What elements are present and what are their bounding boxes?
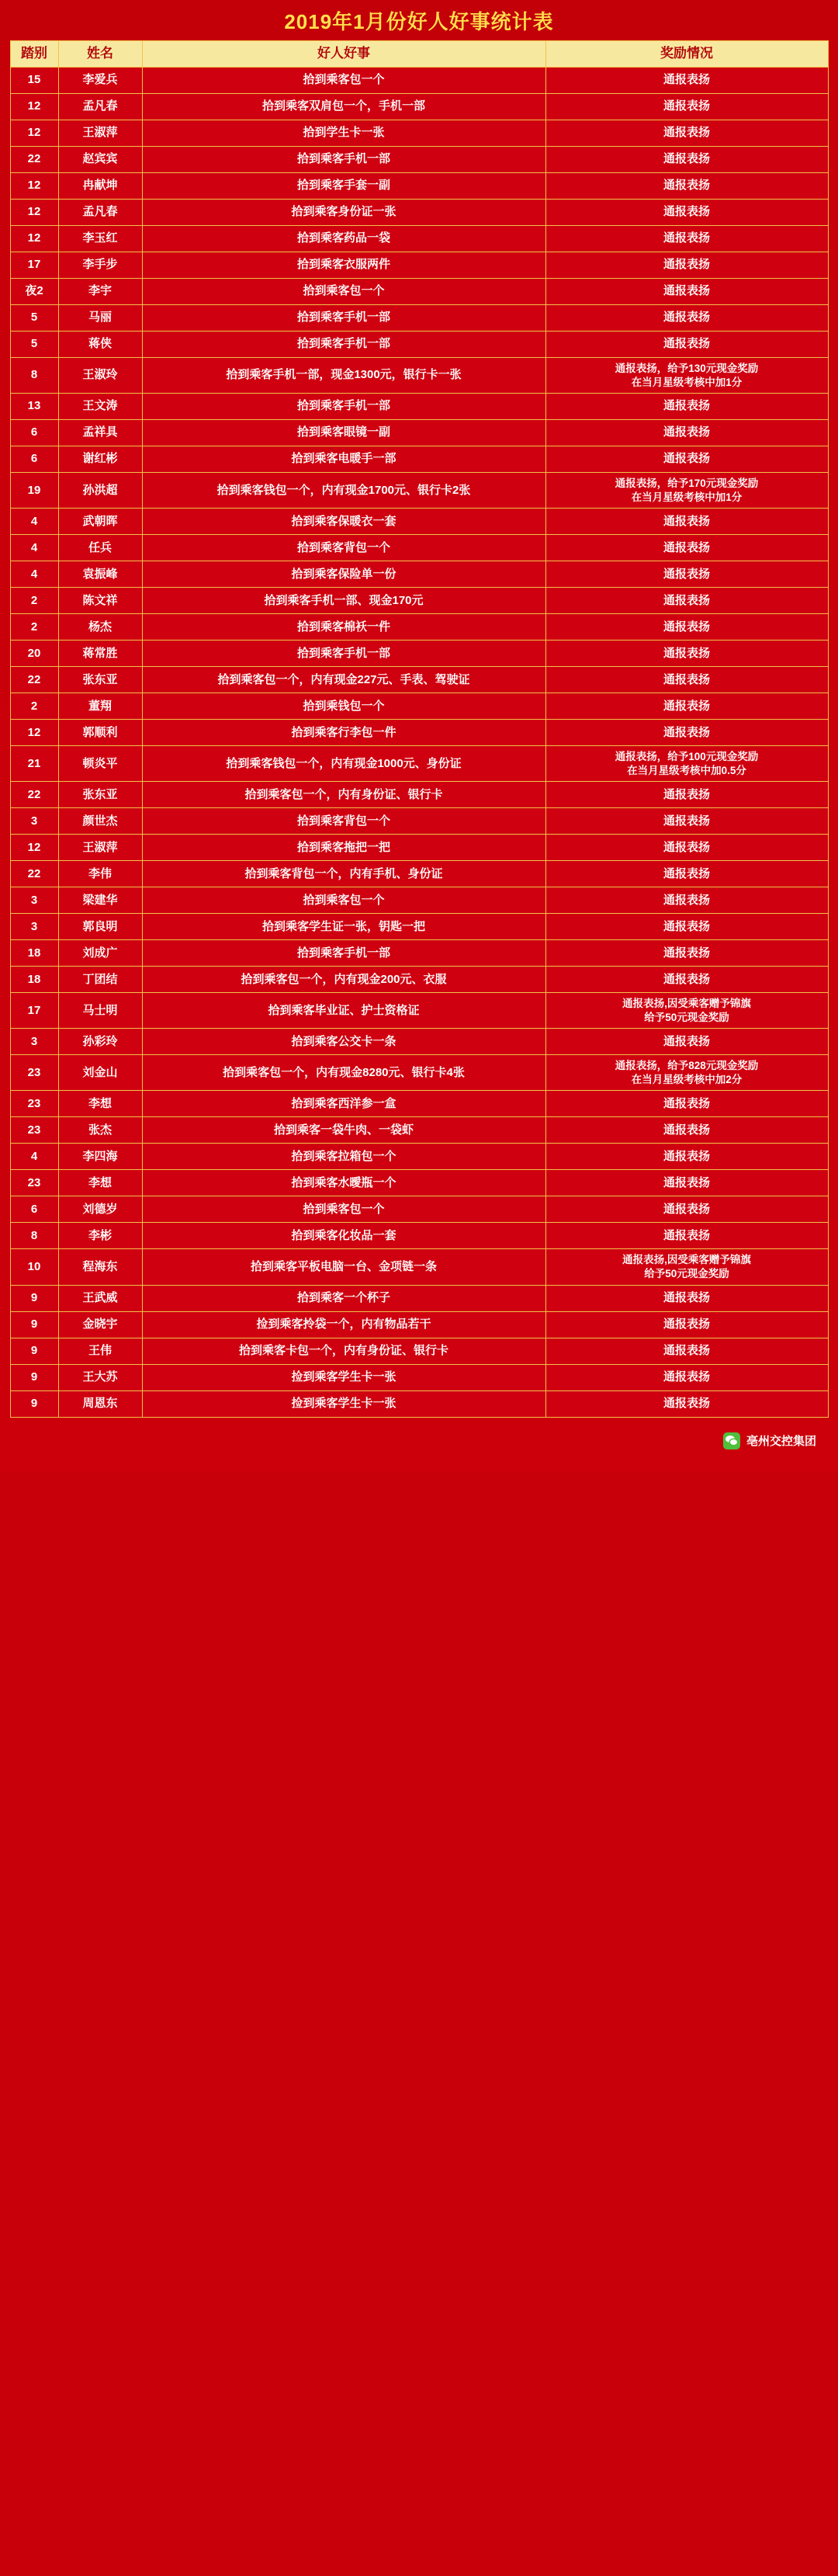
cell-reward: 通报表扬 <box>545 147 828 173</box>
cell-name: 蒋常胜 <box>58 641 142 667</box>
reward-line: 在当月星级考核中加1分 <box>631 376 743 388</box>
table-row <box>10 940 828 967</box>
cell-name: 张杰 <box>58 1117 142 1144</box>
cell-level: 4 <box>10 509 58 535</box>
table-row <box>10 305 828 332</box>
cell-name: 李想 <box>58 1170 142 1196</box>
cell-deed: 拾到乘客电暖手一部 <box>142 446 545 473</box>
cell-level: 3 <box>10 808 58 835</box>
cell-level: 12 <box>10 835 58 861</box>
table-row <box>10 1144 828 1170</box>
table-row <box>10 358 828 394</box>
table-row <box>10 614 828 641</box>
reward-line: 给予50元现金奖励 <box>644 1268 729 1280</box>
table-row <box>10 1055 828 1091</box>
cell-deed: 拾到乘客手机一部 <box>142 641 545 667</box>
cell-level: 3 <box>10 887 58 914</box>
cell-level: 8 <box>10 358 58 394</box>
cell-deed: 拾到乘客钱包一个，内有现金1700元、银行卡2张 <box>142 473 545 509</box>
table-row <box>10 861 828 887</box>
cell-name: 赵宾宾 <box>58 147 142 173</box>
table-row <box>10 993 828 1029</box>
cell-deed: 拾到乘客手机一部，现金1300元，银行卡一张 <box>142 358 545 394</box>
table-row <box>10 446 828 473</box>
column-header-name: 姓名 <box>58 41 142 68</box>
cell-deed: 拾到乘客包一个 <box>142 279 545 305</box>
cell-deed: 拾到乘客背包一个 <box>142 808 545 835</box>
cell-name: 郭顺利 <box>58 720 142 746</box>
cell-deed: 拾到乘客钱包一个，内有现金1000元、身份证 <box>142 746 545 782</box>
table-row <box>10 835 828 861</box>
cell-deed: 拾到乘客背包一个 <box>142 535 545 561</box>
cell-reward: 通报表扬 <box>545 420 828 446</box>
table-row <box>10 1170 828 1196</box>
cell-name: 孟凡春 <box>58 200 142 226</box>
cell-reward: 通报表扬 <box>545 782 828 808</box>
cell-level: 21 <box>10 746 58 782</box>
cell-reward: 通报表扬 <box>545 252 828 279</box>
table-row <box>10 394 828 420</box>
table-row <box>10 94 828 120</box>
cell-reward: 通报表扬 <box>545 1338 828 1364</box>
cell-name: 王伟 <box>58 1338 142 1364</box>
footer <box>0 1418 838 1464</box>
table-row <box>10 1311 828 1338</box>
cell-level: 9 <box>10 1364 58 1390</box>
cell-level: 6 <box>10 1196 58 1223</box>
cell-name: 李彬 <box>58 1223 142 1249</box>
table-row <box>10 420 828 446</box>
cell-deed: 拾到乘客手机一部、现金170元 <box>142 588 545 614</box>
cell-level: 13 <box>10 394 58 420</box>
cell-level: 5 <box>10 305 58 332</box>
table-row <box>10 200 828 226</box>
column-header-level: 踏别 <box>10 41 58 68</box>
table-row <box>10 746 828 782</box>
cell-reward: 通报表扬 <box>545 305 828 332</box>
table-row <box>10 887 828 914</box>
cell-name: 张东亚 <box>58 667 142 693</box>
cell-deed: 拾到乘客衣服两件 <box>142 252 545 279</box>
cell-deed: 拾到乘客棉袄一件 <box>142 614 545 641</box>
cell-reward: 通报表扬 <box>545 535 828 561</box>
table-header <box>10 41 828 68</box>
cell-name: 顿炎平 <box>58 746 142 782</box>
cell-deed: 拾到乘客包一个，内有现金8280元、银行卡4张 <box>142 1055 545 1091</box>
cell-deed: 拾到乘客手机一部 <box>142 394 545 420</box>
cell-name: 李宇 <box>58 279 142 305</box>
cell-reward: 通报表扬 <box>545 641 828 667</box>
cell-deed: 拾到乘客西洋参一盒 <box>142 1091 545 1117</box>
cell-level: 9 <box>10 1311 58 1338</box>
cell-reward: 通报表扬 <box>545 1144 828 1170</box>
cell-level: 夜2 <box>10 279 58 305</box>
table-row <box>10 967 828 993</box>
cell-level: 17 <box>10 993 58 1029</box>
table-row <box>10 509 828 535</box>
cell-deed: 拾到乘客水曖瓶一个 <box>142 1170 545 1196</box>
page-title-bar <box>0 0 838 40</box>
cell-deed: 拾到乘客学生证一张，钥匙一把 <box>142 914 545 940</box>
cell-name: 金晓宇 <box>58 1311 142 1338</box>
cell-reward: 通报表扬 <box>545 446 828 473</box>
cell-reward: 通报表扬 <box>545 394 828 420</box>
table-row <box>10 120 828 147</box>
cell-level: 10 <box>10 1249 58 1285</box>
cell-reward: 通报表扬 <box>545 1170 828 1196</box>
page-title: 2019年1月份好人好事统计表 <box>284 9 554 33</box>
cell-name: 王武威 <box>58 1285 142 1311</box>
cell-reward: 通报表扬 <box>545 279 828 305</box>
cell-deed: 拾到乘客平板电脑一台、金项链一条 <box>142 1249 545 1285</box>
cell-deed: 拾到乘客背包一个，内有手机、身份证 <box>142 861 545 887</box>
cell-name: 冉献坤 <box>58 173 142 200</box>
cell-level: 3 <box>10 914 58 940</box>
cell-name: 王淑萍 <box>58 120 142 147</box>
cell-level: 20 <box>10 641 58 667</box>
table-row <box>10 1117 828 1144</box>
cell-name: 马士明 <box>58 993 142 1029</box>
table-row <box>10 588 828 614</box>
cell-deed: 拾到乘客包一个 <box>142 68 545 94</box>
good-deeds-table <box>10 40 829 1418</box>
cell-deed: 拾到乘客手机一部 <box>142 332 545 358</box>
cell-name: 陈文祥 <box>58 588 142 614</box>
cell-deed: 拾到乘客保险单一份 <box>142 561 545 588</box>
cell-name: 王文涛 <box>58 394 142 420</box>
cell-name: 蒋侠 <box>58 332 142 358</box>
cell-level: 12 <box>10 200 58 226</box>
cell-deed: 拾到乘客手套一副 <box>142 173 545 200</box>
table-row <box>10 1285 828 1311</box>
cell-reward: 通报表扬 <box>545 720 828 746</box>
cell-deed: 拾到乘客保暖衣一套 <box>142 509 545 535</box>
cell-reward: 通报表扬 <box>545 68 828 94</box>
cell-deed: 拾到乘客手机一部 <box>142 147 545 173</box>
cell-level: 23 <box>10 1170 58 1196</box>
cell-name: 孟祥具 <box>58 420 142 446</box>
cell-reward: 通报表扬 <box>545 967 828 993</box>
cell-name: 杨杰 <box>58 614 142 641</box>
table-row <box>10 808 828 835</box>
cell-reward: 通报表扬 <box>545 1311 828 1338</box>
cell-name: 武朝晖 <box>58 509 142 535</box>
table-row <box>10 1196 828 1223</box>
reward-line: 通报表扬，给予828元现金奖励 <box>615 1060 759 1072</box>
cell-name: 王大苏 <box>58 1364 142 1390</box>
cell-level: 2 <box>10 693 58 720</box>
table-row <box>10 147 828 173</box>
cell-level: 12 <box>10 720 58 746</box>
cell-deed: 拾到乘客身份证一张 <box>142 200 545 226</box>
cell-name: 李玉红 <box>58 226 142 252</box>
table-row <box>10 473 828 509</box>
reward-line: 在当月星级考核中加2分 <box>631 1073 743 1085</box>
reward-line: 给予50元现金奖励 <box>644 1011 729 1023</box>
column-header-reward: 奖励情况 <box>545 41 828 68</box>
cell-level: 9 <box>10 1390 58 1417</box>
table-row <box>10 1029 828 1055</box>
cell-level: 2 <box>10 614 58 641</box>
table-row <box>10 279 828 305</box>
table-row <box>10 1223 828 1249</box>
cell-name: 刘成广 <box>58 940 142 967</box>
cell-name: 李爱兵 <box>58 68 142 94</box>
reward-line: 通报表扬，给予100元现金奖励 <box>615 751 759 763</box>
cell-reward: 通报表扬 <box>545 1091 828 1117</box>
cell-reward: 通报表扬 <box>545 1117 828 1144</box>
cell-name: 谢红彬 <box>58 446 142 473</box>
cell-level: 4 <box>10 561 58 588</box>
cell-name: 李手步 <box>58 252 142 279</box>
cell-level: 4 <box>10 535 58 561</box>
cell-reward: 通报表扬 <box>545 588 828 614</box>
cell-reward: 通报表扬 <box>545 1029 828 1055</box>
table-body <box>10 68 828 1418</box>
cell-deed: 拾到乘客手机一部 <box>142 305 545 332</box>
cell-name: 李伟 <box>58 861 142 887</box>
cell-level: 22 <box>10 667 58 693</box>
cell-name: 刘德岁 <box>58 1196 142 1223</box>
cell-reward <box>545 993 828 1029</box>
cell-deed: 拾到学生卡一张 <box>142 120 545 147</box>
reward-line: 通报表扬,因受乘客赠予锦旗 <box>622 998 751 1010</box>
cell-deed: 拾到乘客拖把一把 <box>142 835 545 861</box>
table-row <box>10 173 828 200</box>
cell-deed: 拾到乘客化妆品一套 <box>142 1223 545 1249</box>
table-row <box>10 914 828 940</box>
cell-reward: 通报表扬 <box>545 94 828 120</box>
cell-name: 王淑萍 <box>58 835 142 861</box>
cell-name: 颜世杰 <box>58 808 142 835</box>
cell-name: 孙彩玲 <box>58 1029 142 1055</box>
cell-reward: 通报表扬 <box>545 614 828 641</box>
cell-level: 12 <box>10 94 58 120</box>
cell-level: 19 <box>10 473 58 509</box>
cell-reward: 通报表扬 <box>545 1196 828 1223</box>
cell-level: 23 <box>10 1117 58 1144</box>
cell-reward: 通报表扬 <box>545 914 828 940</box>
cell-level: 9 <box>10 1285 58 1311</box>
cell-level: 23 <box>10 1091 58 1117</box>
cell-reward <box>545 746 828 782</box>
cell-reward: 通报表扬 <box>545 173 828 200</box>
cell-level: 12 <box>10 226 58 252</box>
cell-level: 6 <box>10 420 58 446</box>
cell-name: 周恩东 <box>58 1390 142 1417</box>
reward-line: 在当月星级考核中加0.5分 <box>627 764 746 776</box>
cell-deed: 拾到乘客包一个 <box>142 1196 545 1223</box>
table-row <box>10 252 828 279</box>
cell-deed: 拾到乘客包一个，内有现金200元、衣服 <box>142 967 545 993</box>
table-row <box>10 720 828 746</box>
cell-reward: 通报表扬 <box>545 561 828 588</box>
cell-reward: 通报表扬 <box>545 226 828 252</box>
table-row <box>10 641 828 667</box>
cell-reward: 通报表扬 <box>545 1285 828 1311</box>
cell-level: 23 <box>10 1055 58 1091</box>
cell-reward: 通报表扬 <box>545 1390 828 1417</box>
cell-name: 王淑玲 <box>58 358 142 394</box>
cell-name: 李想 <box>58 1091 142 1117</box>
cell-level: 4 <box>10 1144 58 1170</box>
table-row <box>10 1091 828 1117</box>
table-row <box>10 226 828 252</box>
cell-reward <box>545 1249 828 1285</box>
cell-level: 9 <box>10 1338 58 1364</box>
cell-deed: 拾到乘客手机一部 <box>142 940 545 967</box>
table-row <box>10 535 828 561</box>
reward-line: 在当月星级考核中加1分 <box>631 491 743 503</box>
cell-deed: 捡到乘客拎袋一个，内有物品若干 <box>142 1311 545 1338</box>
cell-name: 梁建华 <box>58 887 142 914</box>
cell-reward: 通报表扬 <box>545 887 828 914</box>
table-row <box>10 332 828 358</box>
wechat-account[interactable] <box>723 1432 816 1449</box>
cell-level: 12 <box>10 173 58 200</box>
cell-level: 18 <box>10 940 58 967</box>
cell-level: 2 <box>10 588 58 614</box>
cell-deed: 拾到乘客行李包一件 <box>142 720 545 746</box>
cell-reward: 通报表扬 <box>545 120 828 147</box>
cell-name: 丁团结 <box>58 967 142 993</box>
cell-deed: 拾到乘客一袋牛肉、一袋虾 <box>142 1117 545 1144</box>
cell-reward: 通报表扬 <box>545 940 828 967</box>
table-row <box>10 561 828 588</box>
table-header-row <box>10 41 828 68</box>
cell-name: 刘金山 <box>58 1055 142 1091</box>
cell-reward: 通报表扬 <box>545 1223 828 1249</box>
cell-reward: 通报表扬 <box>545 509 828 535</box>
cell-deed: 拾到乘客拉箱包一个 <box>142 1144 545 1170</box>
cell-deed: 拾到乘客毕业证、护士资格证 <box>142 993 545 1029</box>
cell-name: 郭良明 <box>58 914 142 940</box>
cell-name: 孙洪超 <box>58 473 142 509</box>
cell-reward: 通报表扬 <box>545 667 828 693</box>
reward-line: 通报表扬,因受乘客赠予锦旗 <box>622 1254 751 1266</box>
cell-deed: 拾到乘客一个杯子 <box>142 1285 545 1311</box>
cell-reward: 通报表扬 <box>545 835 828 861</box>
cell-level: 22 <box>10 861 58 887</box>
cell-reward: 通报表扬 <box>545 1364 828 1390</box>
cell-reward <box>545 473 828 509</box>
cell-deed: 拾到乘客药品一袋 <box>142 226 545 252</box>
cell-reward: 通报表扬 <box>545 332 828 358</box>
cell-level: 12 <box>10 120 58 147</box>
cell-name: 袁振峰 <box>58 561 142 588</box>
cell-reward: 通报表扬 <box>545 200 828 226</box>
table-row <box>10 1390 828 1417</box>
cell-reward: 通报表扬 <box>545 693 828 720</box>
table-row <box>10 1338 828 1364</box>
cell-deed: 拾到乘客眼镜一副 <box>142 420 545 446</box>
cell-level: 15 <box>10 68 58 94</box>
wechat-account-name: 亳州交控集团 <box>746 1435 816 1449</box>
cell-level: 22 <box>10 782 58 808</box>
cell-deed: 拾到乘客包一个 <box>142 887 545 914</box>
table-row <box>10 693 828 720</box>
cell-level: 18 <box>10 967 58 993</box>
cell-reward <box>545 1055 828 1091</box>
table-row <box>10 1364 828 1390</box>
cell-name: 李四海 <box>58 1144 142 1170</box>
table-row <box>10 1249 828 1285</box>
cell-deed: 拾到乘客公交卡一条 <box>142 1029 545 1055</box>
table-row <box>10 68 828 94</box>
cell-name: 孟凡春 <box>58 94 142 120</box>
cell-level: 5 <box>10 332 58 358</box>
cell-level: 22 <box>10 147 58 173</box>
cell-deed: 拾到乘客包一个，内有身份证、银行卡 <box>142 782 545 808</box>
cell-name: 任兵 <box>58 535 142 561</box>
cell-deed: 拾到乘客包一个，内有现金227元、手表、驾驶证 <box>142 667 545 693</box>
cell-deed: 捡到乘客学生卡一张 <box>142 1390 545 1417</box>
table-row <box>10 782 828 808</box>
reward-line: 通报表扬，给予170元现金奖励 <box>615 477 759 490</box>
reward-line: 通报表扬，给予130元现金奖励 <box>615 363 759 374</box>
cell-name: 程海东 <box>58 1249 142 1285</box>
column-header-deed: 好人好事 <box>142 41 545 68</box>
cell-deed: 拾到乘钱包一个 <box>142 693 545 720</box>
cell-deed: 捡到乘客学生卡一张 <box>142 1364 545 1390</box>
cell-level: 8 <box>10 1223 58 1249</box>
cell-level: 17 <box>10 252 58 279</box>
cell-level: 3 <box>10 1029 58 1055</box>
cell-reward <box>545 358 828 394</box>
cell-deed: 拾到乘客双肩包一个，手机一部 <box>142 94 545 120</box>
cell-reward: 通报表扬 <box>545 861 828 887</box>
cell-level: 6 <box>10 446 58 473</box>
cell-name: 马丽 <box>58 305 142 332</box>
cell-reward: 通报表扬 <box>545 808 828 835</box>
cell-name: 董翔 <box>58 693 142 720</box>
table-row <box>10 667 828 693</box>
cell-name: 张东亚 <box>58 782 142 808</box>
cell-deed: 拾到乘客卡包一个，内有身份证、银行卡 <box>142 1338 545 1364</box>
wechat-icon <box>723 1432 740 1449</box>
